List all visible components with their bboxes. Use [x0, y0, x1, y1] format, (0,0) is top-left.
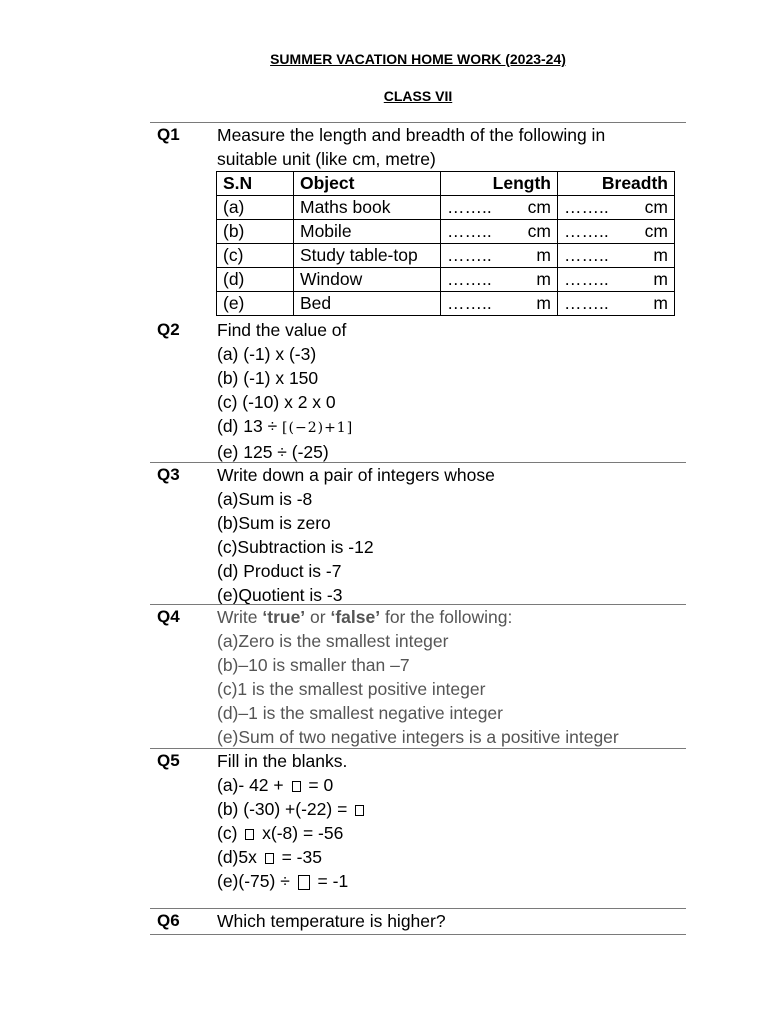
table-row: [217, 220, 675, 244]
blank-dots: ……..: [564, 293, 609, 313]
question-text: Which temperature is higher?: [217, 911, 446, 931]
column-header-breadth: Breadth: [558, 172, 675, 196]
object-cell: Mobile: [294, 220, 441, 244]
sub-item: (b)–10 is smaller than –7: [217, 655, 410, 675]
question-body: [217, 318, 687, 464]
sub-item: (b)Sum is zero: [217, 513, 331, 533]
object-cell: Window: [294, 268, 441, 292]
sn-cell: (d): [217, 268, 294, 292]
question-number: Q1: [157, 125, 180, 144]
blank-box: [265, 853, 274, 864]
blank-dots: ……..: [564, 269, 609, 289]
blank-box: [292, 781, 301, 792]
question-1: [150, 122, 686, 317]
measurement-table: [216, 171, 675, 316]
question-text: [217, 605, 687, 629]
object-cell: Maths book: [294, 196, 441, 220]
sub-item-text: (d)5x: [217, 847, 262, 867]
sub-item: [217, 821, 687, 845]
unit-label: cm: [527, 197, 551, 217]
blank-dots: ……..: [447, 269, 492, 289]
question-number: Q5: [157, 751, 180, 770]
breadth-cell: [558, 268, 675, 292]
sub-item-text: = -1: [312, 871, 349, 891]
question-body: [217, 463, 687, 607]
question-text: suitable unit (like cm, metre): [217, 149, 436, 169]
table-row: [217, 244, 675, 268]
sub-item: (d) Product is -7: [217, 561, 342, 581]
question-2: [150, 318, 686, 461]
unit-label: m: [653, 293, 668, 313]
question-text: Measure the length and breadth of the following in: [217, 125, 606, 145]
sub-item: [217, 414, 687, 440]
sub-item: (a)Sum is -8: [217, 489, 313, 509]
breadth-cell: [558, 220, 675, 244]
sub-item-text: x(-8) = -56: [257, 823, 344, 843]
unit-label: m: [536, 293, 551, 313]
false-keyword: ‘false’: [330, 607, 381, 627]
column-header-length: Length: [441, 172, 558, 196]
sub-item-text: (e)(-75) ÷: [217, 871, 295, 891]
question-number: Q4: [157, 607, 180, 626]
sub-item-text: = 0: [303, 775, 334, 795]
sub-item-prefix: (d) 13 ÷: [217, 416, 283, 436]
prompt-text: for the following:: [380, 607, 513, 627]
question-3: [150, 462, 686, 605]
blank-dots: ……..: [447, 197, 492, 217]
question-body: [217, 909, 687, 933]
question-5: [150, 748, 686, 909]
length-cell: [441, 196, 558, 220]
sub-item: (d)–1 is the smallest negative integer: [217, 703, 503, 723]
sub-item: (b) (-1) x 150: [217, 368, 319, 388]
page-title: SUMMER VACATION HOME WORK (2023-24): [270, 51, 566, 67]
unit-label: cm: [644, 197, 668, 217]
math-expression: [(−2)+1]: [282, 420, 354, 436]
table-row: [217, 292, 675, 316]
blank-dots: ……..: [447, 245, 492, 265]
table-header-row: [217, 172, 675, 196]
object-cell: Study table-top: [294, 244, 441, 268]
unit-label: m: [653, 245, 668, 265]
table-row: [217, 196, 675, 220]
unit-label: cm: [644, 221, 668, 241]
sub-item: (c)1 is the smallest positive integer: [217, 679, 486, 699]
blank-dots: ……..: [447, 293, 492, 313]
sub-item: (e)Quotient is -3: [217, 585, 343, 605]
length-cell: [441, 220, 558, 244]
sub-item: (c) (-10) x 2 x 0: [217, 392, 336, 412]
blank-dots: ……..: [447, 221, 492, 241]
question-text: Fill in the blanks.: [217, 751, 348, 771]
blank-dots: ……..: [564, 197, 609, 217]
question-text: Find the value of: [217, 320, 347, 340]
column-header-sn: S.N: [217, 172, 294, 196]
blank-dots: ……..: [564, 245, 609, 265]
unit-label: m: [536, 245, 551, 265]
sub-item-text: = -35: [276, 847, 322, 867]
sub-item-text: (a)- 42 +: [217, 775, 289, 795]
question-number: Q2: [157, 320, 180, 339]
sub-item: [217, 773, 687, 797]
question-number: Q6: [157, 911, 180, 930]
sub-item: (a)Zero is the smallest integer: [217, 631, 449, 651]
unit-label: m: [536, 269, 551, 289]
blank-box: [355, 805, 364, 816]
sn-cell: (e): [217, 292, 294, 316]
object-cell: Bed: [294, 292, 441, 316]
blank-dots: ……..: [564, 221, 609, 241]
sn-cell: (c): [217, 244, 294, 268]
unit-label: cm: [527, 221, 551, 241]
sub-item: [217, 869, 687, 893]
column-header-object: Object: [294, 172, 441, 196]
length-cell: [441, 292, 558, 316]
question-number: Q3: [157, 465, 180, 484]
sn-cell: (b): [217, 220, 294, 244]
question-body: [217, 605, 687, 749]
unit-label: m: [653, 269, 668, 289]
question-4: [150, 604, 686, 749]
true-keyword: ‘true’: [262, 607, 306, 627]
length-cell: [441, 244, 558, 268]
blank-box: [298, 875, 310, 890]
sub-item: [217, 797, 687, 821]
sub-item-text: (c): [217, 823, 243, 843]
blank-box: [245, 829, 254, 840]
question-body: [217, 749, 687, 893]
table-row: [217, 268, 675, 292]
sub-item: (c)Subtraction is -12: [217, 537, 374, 557]
sn-cell: (a): [217, 196, 294, 220]
question-body: [217, 123, 687, 316]
sub-item: (e)Sum of two negative integers is a positive integer: [217, 727, 619, 747]
class-heading: CLASS VII: [383, 88, 453, 104]
sub-item: [217, 845, 687, 869]
sub-item: (a) (-1) x (-3): [217, 344, 317, 364]
prompt-text: or: [305, 607, 331, 627]
length-cell: [441, 268, 558, 292]
breadth-cell: [558, 292, 675, 316]
sub-item: (e) 125 ÷ (-25): [217, 442, 329, 462]
question-text: Write down a pair of integers whose: [217, 465, 495, 485]
sub-item-text: (b) (-30) +(-22) =: [217, 799, 353, 819]
breadth-cell: [558, 196, 675, 220]
prompt-text: Write: [217, 607, 263, 627]
breadth-cell: [558, 244, 675, 268]
question-6: [150, 908, 686, 935]
